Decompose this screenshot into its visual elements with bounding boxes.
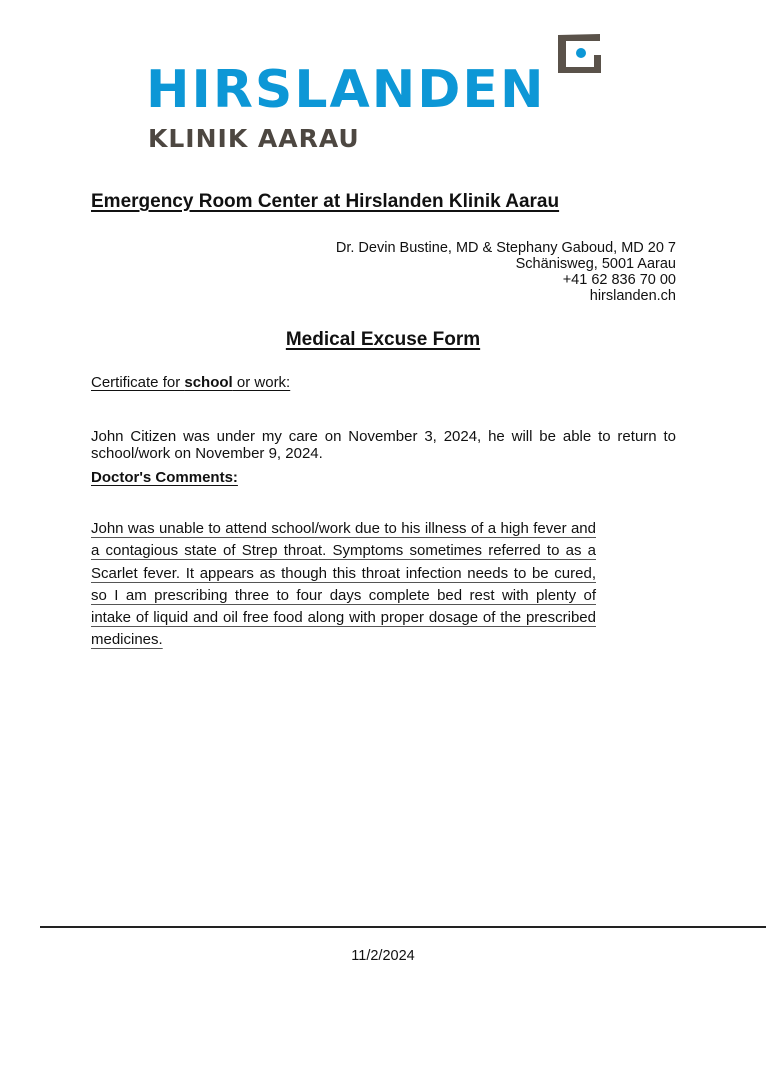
address-street: Schänisweg, 5001 Aarau: [515, 256, 676, 272]
certificate-line: [91, 374, 290, 391]
address-website: hirslanden.ch: [589, 288, 676, 304]
hirslanden-logo-mark-icon: [554, 31, 604, 75]
certificate-type: school: [184, 374, 233, 391]
footer-divider: [40, 926, 766, 928]
footer-date: 11/2/2024: [351, 948, 415, 964]
form-title: Medical Excuse Form: [285, 329, 481, 350]
doctor-comments: [91, 518, 596, 652]
certificate-suffix: or work:: [232, 374, 291, 391]
certificate-prefix: Certificate for: [91, 374, 185, 391]
clinic-heading: Emergency Room Center at Hirslanden Klinik Aarau: [91, 191, 560, 212]
address-doctors: Dr. Devin Bustine, MD & Stephany Gaboud, MD 20 7: [335, 240, 676, 256]
logo-subtitle: KLINIK AARAU: [148, 124, 360, 153]
logo-wordmark: HIRSLANDEN: [146, 60, 546, 120]
address-phone: +41 62 836 70 00: [562, 272, 676, 288]
address-block: [336, 240, 676, 304]
care-statement: John Citizen was under my care on November 3, 2024, he will be able to return to school/work on November 9, 2024.: [91, 428, 676, 462]
comments-text: John was unable to attend school/work due to his illness of a high fever and a contagious state of Strep throat. Symptoms sometimes referred to as a Scarlet fever. It appears as though this throat infection needs to be cured, so I am prescribing three to four days complete bed rest with plenty of intake of liquid and oil free food along with proper dosage of the prescribed medicines.: [91, 520, 596, 649]
comments-label: Doctor's Comments:: [91, 469, 238, 486]
